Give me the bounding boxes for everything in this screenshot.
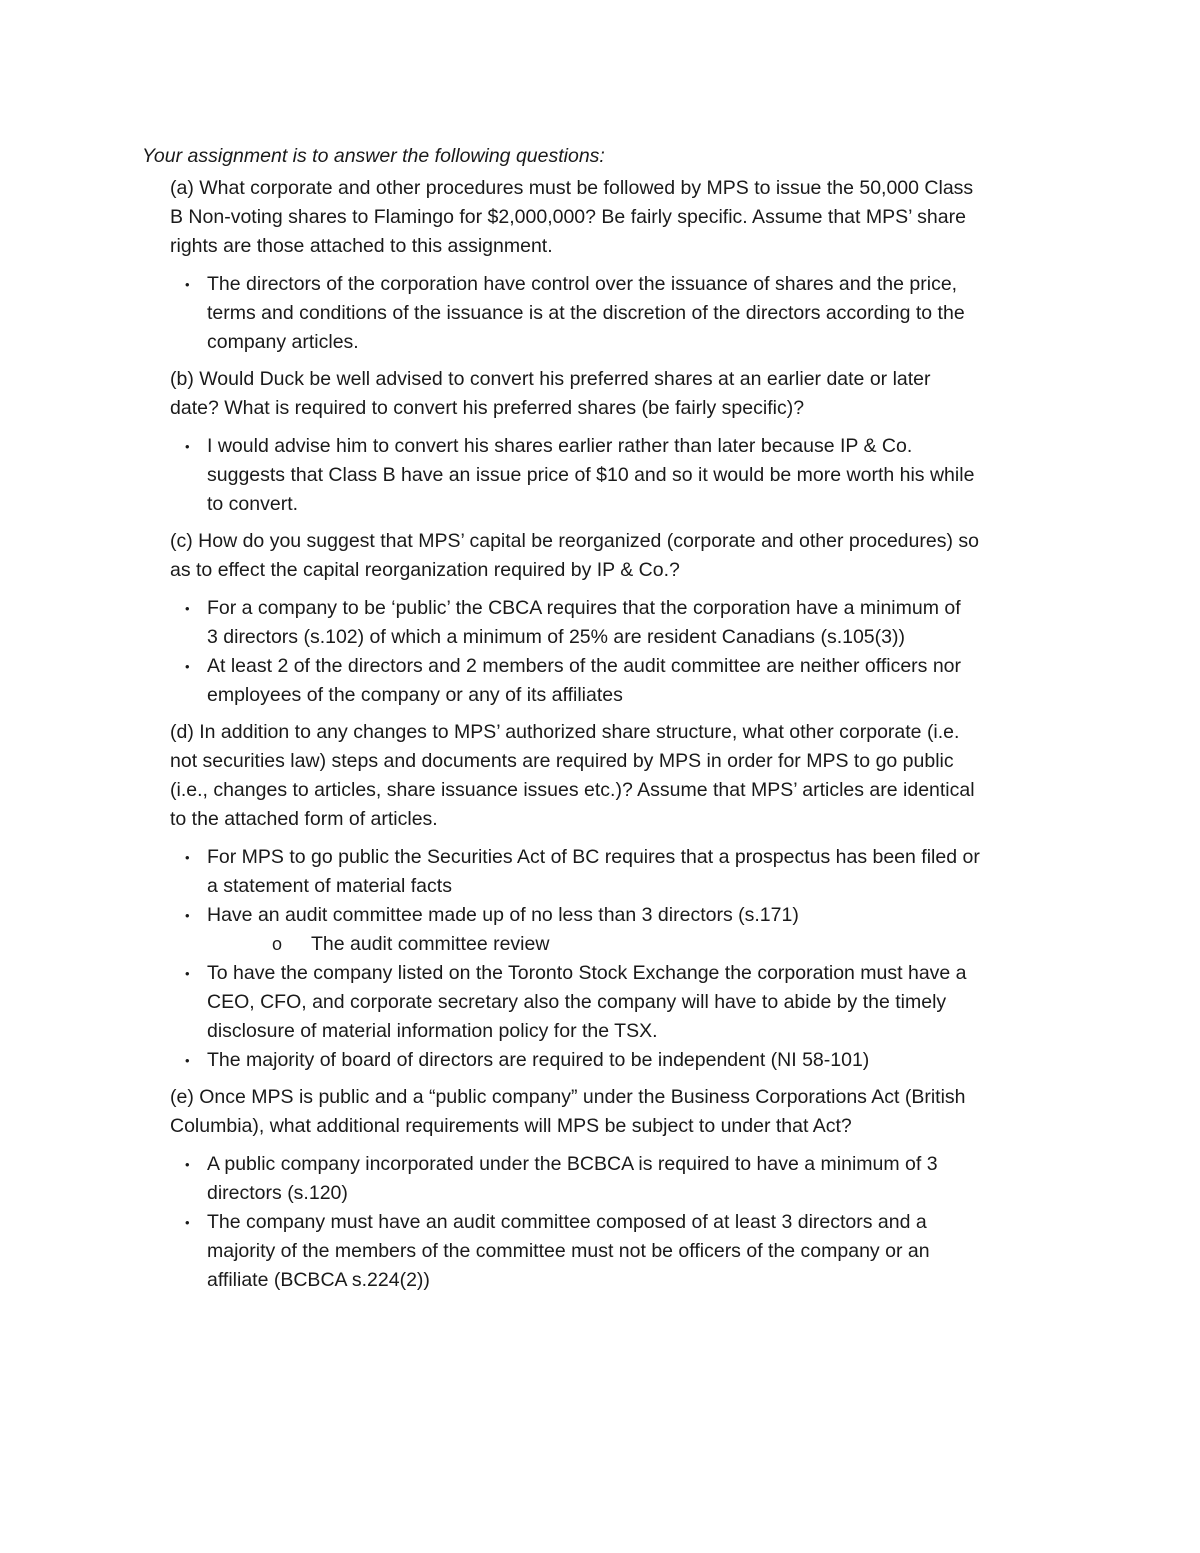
answer-text-line: The majority of board of directors are required to be independent (NI 58-101) — [207, 1049, 870, 1071]
question-text-line: B Non-voting shares to Flamingo for $2,000,000? Be fairly specific. Assume that MPS’ share — [170, 206, 966, 228]
answer-text-line: affiliate (BCBCA s.224(2)) — [207, 1269, 430, 1291]
answer-text-line: The company must have an audit committee composed of at least 3 directors and a — [207, 1211, 927, 1233]
answer-text-line: 3 directors (s.102) of which a minimum of 25% are resident Canadians (s.105(3)) — [207, 626, 905, 648]
assignment-intro: Your assignment is to answer the following questions: — [142, 145, 605, 167]
answer-sub-bullet — [140, 930, 1070, 959]
answer-text-line: terms and conditions of the issuance is at the discretion of the directors according to the — [207, 302, 965, 324]
answer-text-line: I would advise him to convert his shares earlier rather than later because IP & Co. — [207, 435, 913, 457]
answer-text-line: employees of the company or any of its affiliates — [207, 684, 623, 706]
bullet-icon: • — [185, 659, 190, 674]
answer-text-line: to convert. — [207, 493, 299, 515]
answer-text-line: directors (s.120) — [207, 1182, 348, 1204]
answer-bullet — [140, 270, 1070, 357]
question-text-line: (c) How do you suggest that MPS’ capital be reorganized (corporate and other procedures) so — [170, 530, 979, 552]
answer-bullet-list — [140, 432, 1070, 519]
answer-text-line: The directors of the corporation have control over the issuance of shares and the price, — [207, 273, 958, 295]
question-text-line: (i.e., changes to articles, share issuance issues etc.)? Assume that MPS’ articles are identical — [170, 779, 975, 801]
answer-text-line: company articles. — [207, 331, 359, 353]
question-text-line: as to effect the capital reorganization required by IP & Co.? — [170, 559, 680, 581]
answer-text-line: disclosure of material information policy for the TSX. — [207, 1020, 658, 1042]
answer-bullet — [140, 432, 1070, 519]
answer-text-line: a statement of material facts — [207, 875, 452, 897]
answer-text-line: To have the company listed on the Toronto Stock Exchange the corporation must have a — [207, 962, 967, 984]
answer-text-line: Have an audit committee made up of no less than 3 directors (s.171) — [207, 904, 799, 926]
question-text-line: rights are those attached to this assignment. — [170, 235, 553, 257]
question-text-line: (a) What corporate and other procedures must be followed by MPS to issue the 50,000 Class — [170, 177, 974, 199]
answer-bullet-list — [140, 1150, 1070, 1295]
answer-bullet — [140, 901, 1070, 930]
question-list — [140, 174, 1070, 1295]
question-3 — [170, 718, 1070, 834]
answer-text-line: A public company incorporated under the BCBCA is required to have a minimum of 3 — [207, 1153, 938, 1175]
hollow-bullet-icon: o — [272, 934, 283, 954]
question-1 — [170, 365, 1070, 423]
answer-bullet-list — [140, 843, 1070, 1075]
question-text-line: (d) In addition to any changes to MPS’ authorized share structure, what other corporate (i.e. — [170, 721, 960, 743]
answer-text-line: For a company to be ‘public’ the CBCA requires that the corporation have a minimum of — [207, 597, 961, 619]
bullet-icon: • — [185, 908, 190, 923]
bullet-icon: • — [185, 1215, 190, 1230]
answer-text-line: At least 2 of the directors and 2 members of the audit committee are neither officers nor — [207, 655, 962, 677]
bullet-icon: • — [185, 277, 190, 292]
bullet-icon: • — [185, 1053, 190, 1068]
question-0 — [170, 174, 1070, 261]
question-text-line: to the attached form of articles. — [170, 808, 438, 830]
answer-bullet — [140, 959, 1070, 1046]
answer-bullet — [140, 843, 1070, 901]
answer-bullet — [140, 1150, 1070, 1208]
question-4 — [170, 1083, 1070, 1141]
question-text-line: Columbia), what additional requirements will MPS be subject to under that Act? — [170, 1115, 852, 1137]
answer-bullet — [140, 1208, 1070, 1295]
answer-text-line: majority of the members of the committee must not be officers of the company or an — [207, 1240, 930, 1262]
answer-text-line: CEO, CFO, and corporate secretary also the company will have to abide by the timely — [207, 991, 947, 1013]
question-text-line: not securities law) steps and documents are required by MPS in order for MPS to go public — [170, 750, 954, 772]
answer-text-line: suggests that Class B have an issue price of $10 and so it would be more worth his while — [207, 464, 975, 486]
answer-bullet-list — [140, 594, 1070, 710]
bullet-icon: • — [185, 439, 190, 454]
bullet-icon: • — [185, 850, 190, 865]
answer-sub-text: The audit committee review — [311, 933, 550, 955]
answer-bullet — [140, 1046, 1070, 1075]
bullet-icon: • — [185, 1157, 190, 1172]
answer-text-line: For MPS to go public the Securities Act of BC requires that a prospectus has been filed or — [207, 846, 980, 868]
bullet-icon: • — [185, 966, 190, 981]
question-text-line: (e) Once MPS is public and a “public company” under the Business Corporations Act (British — [170, 1086, 966, 1108]
document-body — [140, 142, 1070, 1303]
question-text-line: date? What is required to convert his preferred shares (be fairly specific)? — [170, 397, 805, 419]
question-2 — [170, 527, 1070, 585]
answer-bullet-list — [140, 270, 1070, 357]
answer-bullet — [140, 594, 1070, 652]
answer-bullet — [140, 652, 1070, 710]
question-text-line: (b) Would Duck be well advised to convert his preferred shares at an earlier date or later — [170, 368, 931, 390]
bullet-icon: • — [185, 601, 190, 616]
